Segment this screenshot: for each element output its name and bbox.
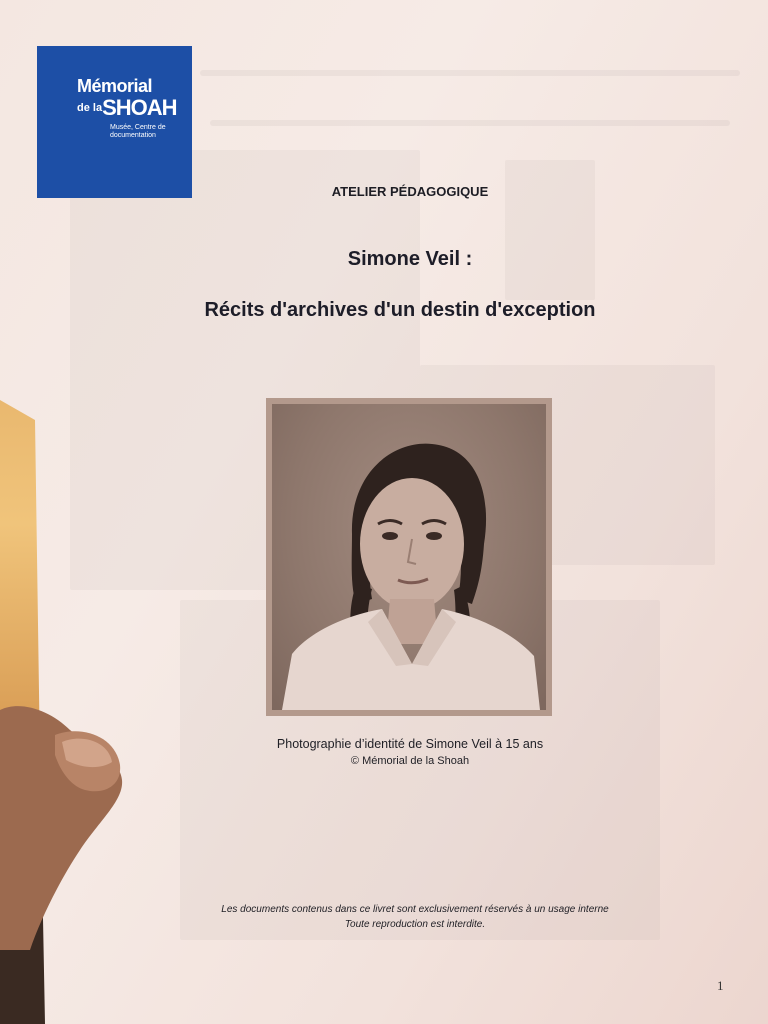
bleed-through-text <box>200 70 740 76</box>
logo-line1: Mémorial <box>77 76 153 96</box>
holding-hand <box>0 690 130 950</box>
page-number: 1 <box>717 978 724 993</box>
document-subtitle: Récits d'archives d'un destin d'exception <box>204 299 596 321</box>
logo-line2-big: SHOAH <box>102 95 177 120</box>
photo-credit: © Mémorial de la Shoah <box>350 755 470 767</box>
logo-subtitle: Musée, Centre de documentation <box>110 124 166 139</box>
logo-line2 <box>77 97 177 119</box>
portrait-illustration <box>272 404 546 710</box>
portrait-photo <box>272 404 546 710</box>
memorial-logo <box>37 46 192 198</box>
photo-caption: Photographie d’identité de Simone Veil à 15 ans <box>276 737 544 751</box>
usage-notice-line1: Les documents contenus dans ce livret sont exclusivement réservés à un usage interne <box>221 904 609 915</box>
logo-line2-small: de la <box>77 102 103 114</box>
document-title: Simone Veil : <box>347 248 473 270</box>
atelier-heading: ATELIER PÉDAGOGIQUE <box>331 184 489 199</box>
usage-notice-line2: Toute reproduction est interdite. <box>344 919 486 930</box>
bleed-through-image <box>505 160 595 300</box>
bleed-through-text <box>210 120 730 126</box>
